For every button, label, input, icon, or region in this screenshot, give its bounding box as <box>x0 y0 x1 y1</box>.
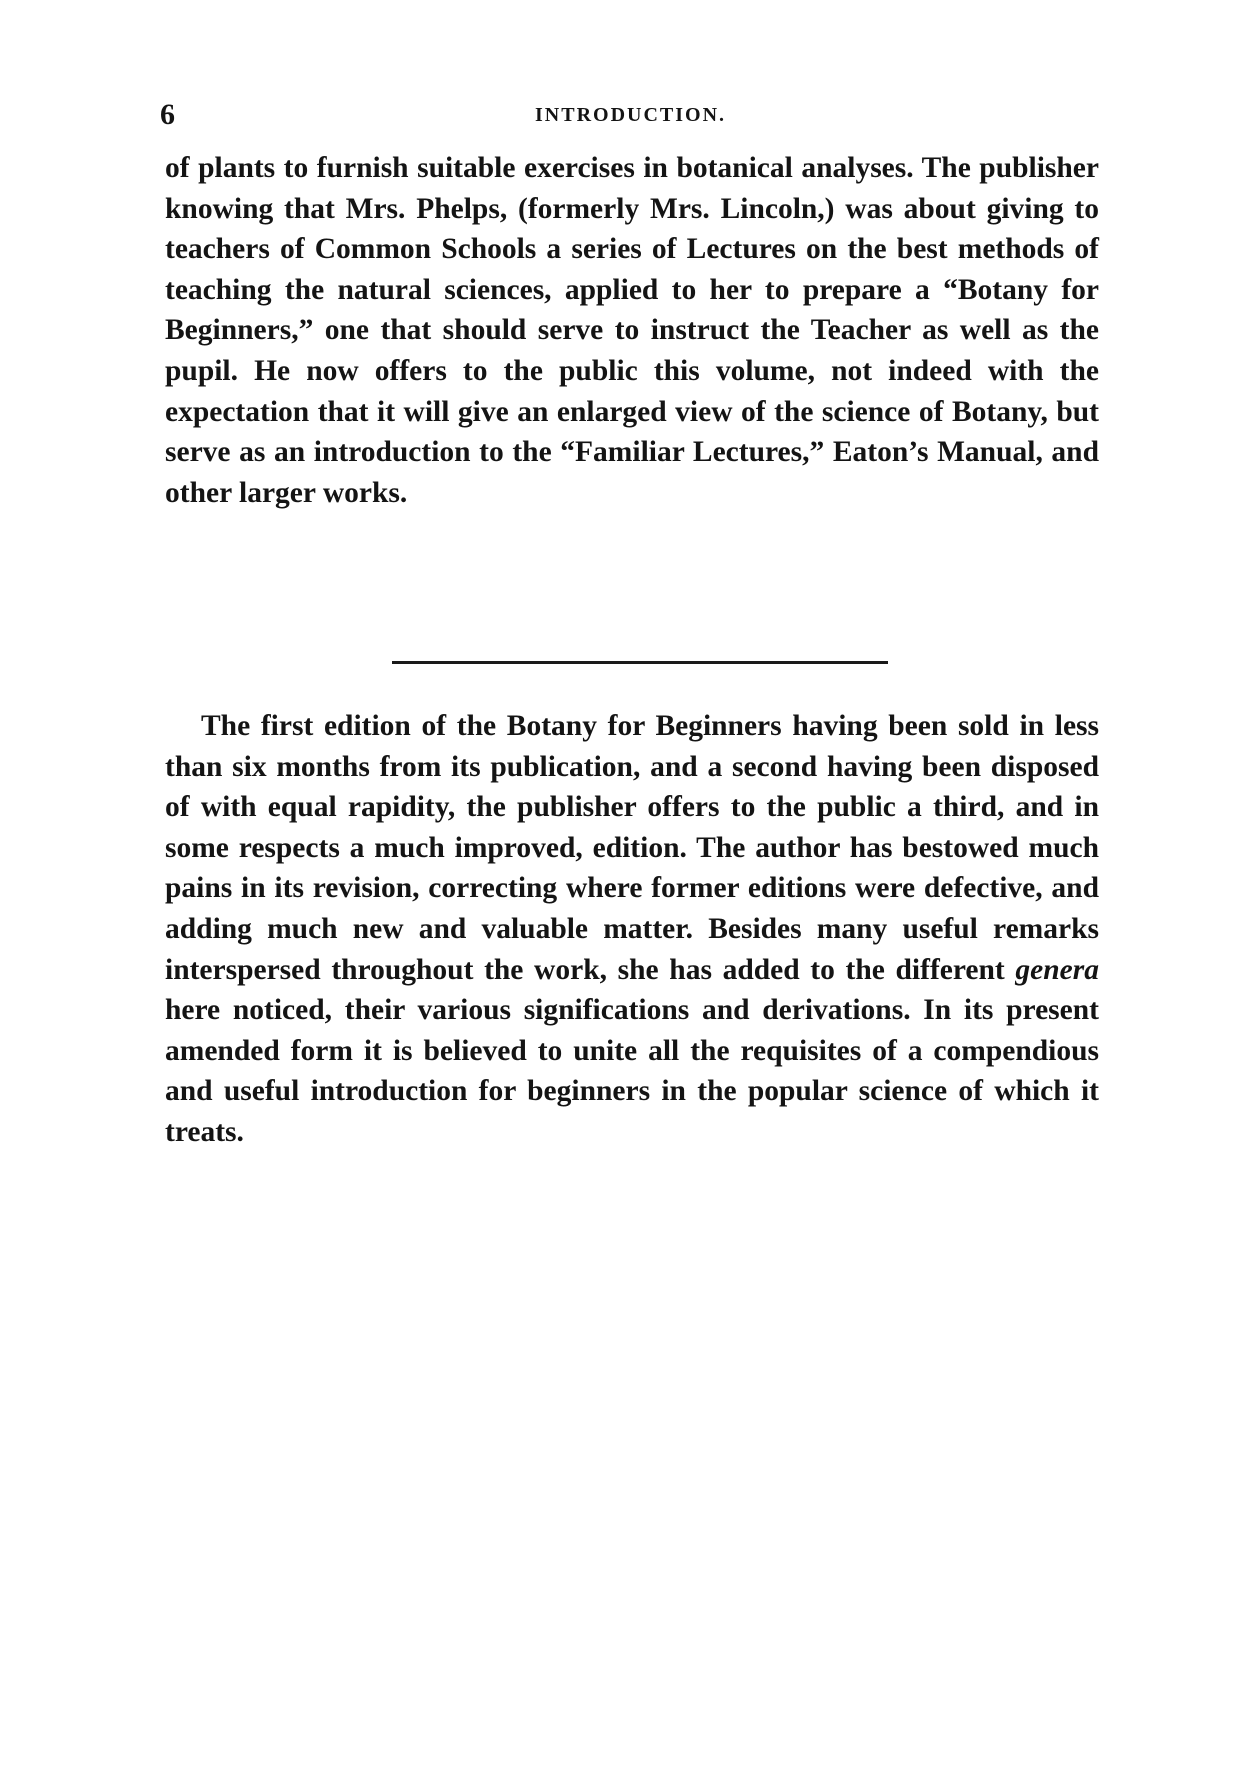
paragraph-third-edition-note <box>165 706 1099 1153</box>
section-divider <box>392 661 888 664</box>
page-number: 6 <box>160 98 175 131</box>
paragraph-text-part-2: here noticed, their various significations and derivations. In its present amended form it is believed to unite all the requisites of a compendious and useful introduction for beginners in the popular science of which it treats. <box>165 994 1099 1148</box>
paragraph-text-part-1: The first edition of the Botany for Beginners having been sold in less than six months from its publication, and a second having been disposed of with equal rapidity, the publisher offers to the public a third, and in some respects a much improved, edition. The author has bestowed much pains in its revision, correcting where former editions were defective, and adding much new and valuable matter. Besides many useful remarks interspersed throughout the work, she has added to the different <box>165 710 1099 986</box>
italic-word-genera: genera <box>1015 953 1099 986</box>
page-header <box>160 98 990 134</box>
running-head: INTRODUCTION. <box>535 104 727 126</box>
paragraph-continuation: of plants to furnish suitable exercises in botanical analyses. The publisher knowing that Mrs. Phelps, (formerly Mrs. Lincoln,) was about giving to teachers of Common Schools a series of Lectures on the best methods of teaching the natural sciences, applied to her to prepare a “Botany for Beginners,” one that should serve to instruct the Teacher as well as the pupil. He now offers to the public this volume, not indeed with the expectation that it will give an enlarged view of the science of Botany, but serve as an introduction to the “Familiar Lectures,” Eaton’s Manual, and other larger works. <box>165 152 1099 509</box>
